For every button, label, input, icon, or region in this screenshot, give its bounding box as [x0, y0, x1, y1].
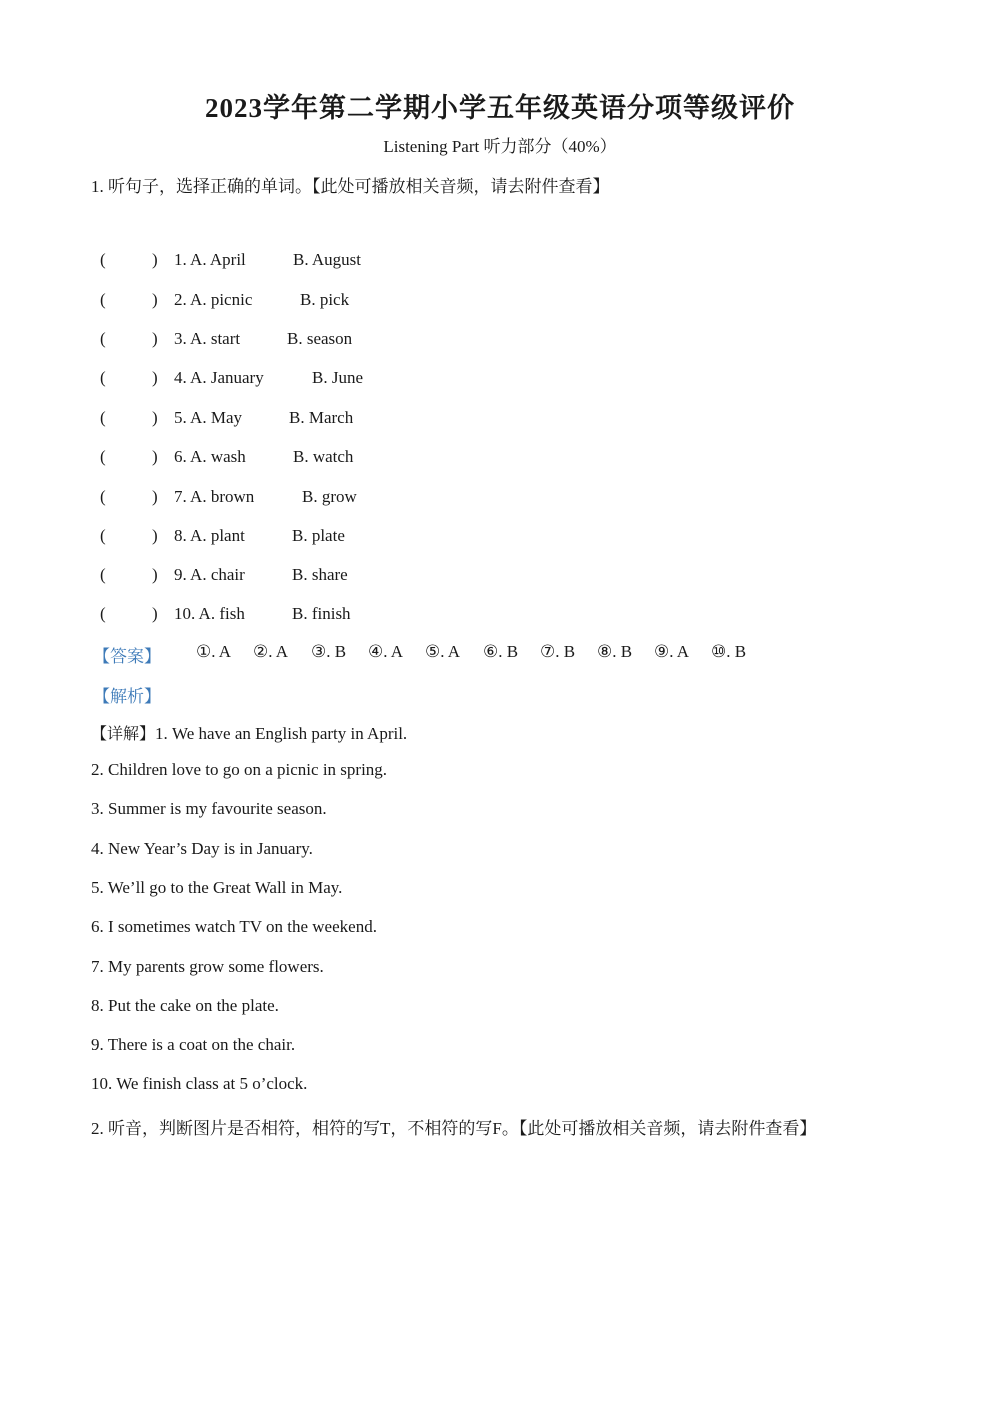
option-a: 3. A. start: [174, 329, 241, 348]
detail-line: 10. We finish class at 5 o’clock.: [91, 1074, 308, 1093]
paren-open: (: [100, 604, 106, 623]
question-1-instruction: 1. 听句子，选择正确的单词。【此处可播放相关音频，请去附件查看】: [91, 177, 610, 196]
answer-item: ③. B: [311, 642, 347, 661]
question-2-instruction: 2. 听音，判断图片是否相符，相符的写T，不相符的写F。【此处可播放相关音频，请去附件查看】: [91, 1119, 817, 1138]
page-title: 2023学年第二学期小学五年级英语分项等级评价: [205, 93, 795, 123]
answer-item: ⑤. A: [425, 642, 461, 661]
answer-item: ⑨. A: [654, 642, 690, 661]
answer-label: 【答案】: [93, 647, 161, 666]
detail-line: 7. My parents grow some flowers.: [91, 957, 324, 976]
answer-item: ⑩. B: [711, 642, 747, 661]
option-a: 5. A. May: [174, 408, 242, 427]
paren-close: ): [152, 487, 158, 506]
paren-close: ): [152, 329, 158, 348]
paren-close: ): [152, 250, 158, 269]
option-b: B. finish: [292, 604, 351, 623]
paren-open: (: [100, 447, 106, 466]
paren-close: ): [152, 604, 158, 623]
paren-close: ): [152, 565, 158, 584]
answer-item: ⑦. B: [540, 642, 576, 661]
paren-open: (: [100, 408, 106, 427]
detail-line: 4. New Year’s Day is in January.: [91, 839, 313, 858]
detail-label: 【详解】: [91, 724, 156, 743]
paren-open: (: [100, 290, 106, 309]
paren-open: (: [100, 487, 106, 506]
paren-close: ): [152, 368, 158, 387]
paren-open: (: [100, 565, 106, 584]
detail-line: 5. We’ll go to the Great Wall in May.: [91, 878, 343, 897]
detail-text: 1. We have an English party in April.: [155, 724, 408, 743]
option-a: 7. A. brown: [174, 487, 255, 506]
option-b: B. pick: [300, 290, 350, 309]
option-b: B. share: [292, 565, 348, 584]
paren-close: ): [152, 290, 158, 309]
option-b: B. season: [287, 329, 353, 348]
detail-line: 3. Summer is my favourite season.: [91, 799, 327, 818]
paren-close: ): [152, 408, 158, 427]
option-b: B. March: [289, 408, 354, 427]
answer-item: ⑥. B: [483, 642, 519, 661]
detail-line: 2. Children love to go on a picnic in spring.: [91, 760, 388, 779]
section-subtitle: Listening Part 听力部分（40%）: [383, 137, 617, 156]
option-a: 4. A. January: [174, 368, 264, 387]
paren-close: ): [152, 526, 158, 545]
detail-line: 8. Put the cake on the plate.: [91, 996, 279, 1015]
detail-line: 9. There is a coat on the chair.: [91, 1035, 296, 1054]
option-a: 9. A. chair: [174, 565, 245, 584]
answer-item: ①. A: [196, 642, 232, 661]
option-b: B. plate: [292, 526, 345, 545]
option-b: B. grow: [302, 487, 357, 506]
option-b: B. June: [312, 368, 363, 387]
paren-open: (: [100, 526, 106, 545]
option-a: 2. A. picnic: [174, 290, 253, 309]
paren-close: ): [152, 447, 158, 466]
option-b: B. watch: [293, 447, 354, 466]
answer-item: ②. A: [253, 642, 289, 661]
paren-open: (: [100, 250, 106, 269]
option-a: 10. A. fish: [174, 604, 245, 623]
detail-line: [91, 721, 407, 744]
detail-line: 6. I sometimes watch TV on the weekend.: [91, 917, 377, 936]
option-a: 8. A. plant: [174, 526, 245, 545]
answer-item: ④. A: [368, 642, 404, 661]
option-a: 1. A. April: [174, 250, 246, 269]
option-b: B. August: [293, 250, 362, 269]
paren-open: (: [100, 329, 106, 348]
answer-item: ⑧. B: [597, 642, 633, 661]
paren-open: (: [100, 368, 106, 387]
analysis-label: 【解析】: [93, 687, 161, 706]
option-a: 6. A. wash: [174, 447, 246, 466]
